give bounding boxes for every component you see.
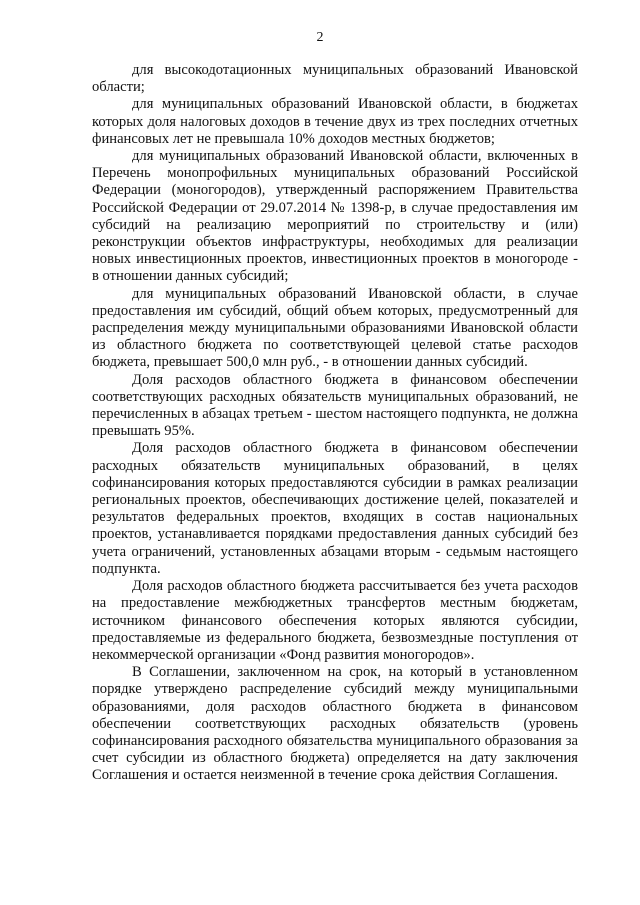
page-number: 2 <box>316 30 324 45</box>
paragraph-agreement-terms: В Соглашении, заключенном на срок, на который в установленном порядке утверждено распределение субсидий между муниципальными образованиями, доля расходов областного бюджета в финансовом обеспечении соответствующих расходных обязательств (уровень софинансирования расходного обязательства муниципального образования за счет субсидии из областного бюджета) определяется на дату заключения Соглашения и остается неизменной в течение срока действия Соглашения. <box>92 664 578 784</box>
paragraph-regional-projects: Доля расходов областного бюджета в финансовом обеспечении расходных обязательств муниципальных образований, в целях софинансирования которых предоставляются субсидии в рамках реализации региональных проектов, обеспечивающих достижение целей, показателей и результатов федеральных проектов, входящих в состав национальных проектов, устанавливается порядками предоставления данных субсидий без учета ограничений, установленных абзацами вторым - седьмым настоящего подпункта. <box>92 440 578 577</box>
paragraph-tax-revenue-share: для муниципальных образований Ивановской области, в бюджетах которых доля налоговых доходов в течение двух из трех последних отчетных финансовых лет не превышала 10% доходов местных бюджетов; <box>92 96 578 147</box>
document-body <box>92 62 578 785</box>
paragraph-monotowns: для муниципальных образований Ивановской области, включенных в Перечень монопрофильных муниципальных образований Российской Федерации (моногородов), утвержденный распоряжением Правительства Российской Федерации от 29.07.2014 № 1398-р, в случае предоставления им субсидий на реализацию мероприятий по строительству и (или) реконструкции объектов инфраструктуры, необходимых для реализации новых инвестиционных проектов, инвестиционных проектов в моногороде - в отношении данных субсидий; <box>92 148 578 285</box>
paragraph-highly-subsidized: для высокодотационных муниципальных образований Ивановской области; <box>92 62 578 96</box>
paragraph-subsidy-volume: для муниципальных образований Ивановской области, в случае предоставления им субсидий, общий объем которых, предусмотренный для распределения между муниципальными образованиями Ивановской области из областного бюджета по соответствующей целевой статье расходов бюджета, превышает 500,0 млн руб., - в отношении данных субсидий. <box>92 285 578 371</box>
paragraph-calculation-basis: Доля расходов областного бюджета рассчитывается без учета расходов на предоставление межбюджетных трансфертов местным бюджетам, источником финансового обеспечения которых являются субсидии, предоставляемые из федерального бюджета, безвозмездные поступления от некоммерческой организации «Фонд развития моногородов». <box>92 578 578 663</box>
paragraph-share-limit-95: Доля расходов областного бюджета в финансовом обеспечении соответствующих расходных обязательств муниципальных образований, не перечисленных в абзацах третьем - шестом настоящего подпункта, не должна превышать 95%. <box>92 371 578 440</box>
